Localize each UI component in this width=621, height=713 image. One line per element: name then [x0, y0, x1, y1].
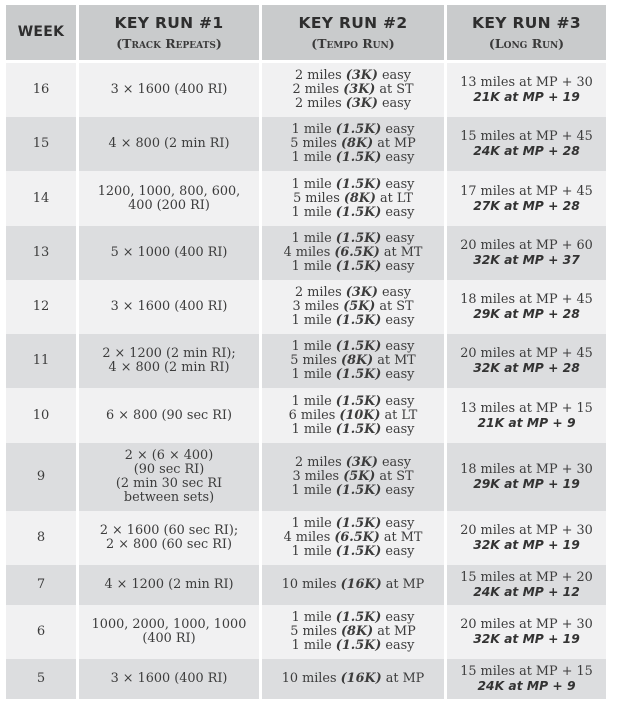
distance-miles: 1 mile: [291, 176, 336, 192]
week-cell: 6: [6, 605, 79, 659]
key-run-1-line: 3 × 1600 (400 RI): [110, 671, 228, 686]
distance-km: (6.5K): [334, 245, 380, 260]
pace-label: at MT: [379, 245, 423, 260]
key-run-2-line: [262, 246, 444, 260]
distance-km: (3K): [343, 82, 376, 97]
table-row: [6, 659, 606, 699]
distance-miles: 4 miles: [283, 245, 335, 260]
pace-label: at MP: [373, 624, 416, 639]
key-run-1-cell: [79, 443, 262, 511]
long-run-km: 24K at MP + 12: [473, 585, 580, 599]
distance-km: (1.5K): [335, 367, 382, 382]
key-run-1-cell: [79, 659, 262, 699]
distance-km: (5K): [343, 469, 376, 484]
distance-km: (1.5K): [335, 638, 382, 653]
long-run-km: 27K at MP + 28: [473, 198, 580, 213]
long-run-km: 21K at MP + 9: [477, 415, 576, 430]
long-run-miles: 13 miles at MP + 30: [460, 75, 593, 90]
key-run-2-line: [262, 611, 444, 625]
distance-miles: 3 miles: [292, 469, 344, 484]
key-run-2-cell: [262, 511, 447, 565]
week-cell: 12: [6, 280, 79, 334]
pace-label: easy: [381, 313, 415, 328]
key-run-2-cell: [262, 171, 447, 226]
header-week-title: WEEK: [17, 24, 65, 40]
header-key-run-1-title: KEY RUN #1: [114, 13, 224, 32]
key-run-2-line: [262, 123, 444, 137]
key-run-2-line: [262, 354, 444, 368]
long-run-miles: 15 miles at MP + 20: [460, 570, 593, 585]
key-run-2-line: [262, 531, 444, 545]
distance-km: (1.5K): [335, 393, 382, 409]
header-key-run-2-title: KEY RUN #2: [298, 13, 408, 32]
key-run-3-cell: [447, 171, 606, 226]
key-run-1-line: between sets): [123, 490, 215, 505]
header-key-run-3-title: KEY RUN #3: [472, 13, 581, 32]
key-run-3-cell: [447, 63, 606, 117]
key-run-2-line: [262, 578, 444, 592]
key-run-1-line: 6 × 800 (90 sec RI): [106, 407, 232, 423]
key-run-2-line: [262, 260, 444, 274]
key-run-1-line: 2 × 800 (60 sec RI): [106, 537, 232, 552]
long-run-km: 32K at MP + 28: [473, 361, 580, 375]
distance-miles: 1 mile: [291, 421, 336, 437]
distance-miles: 1 mile: [291, 339, 336, 354]
key-run-1-line: 4 × 800 (2 min RI): [108, 136, 230, 151]
pace-label: at LT: [380, 407, 418, 423]
key-run-2-line: [262, 232, 444, 246]
distance-km: (3K): [345, 96, 378, 111]
pace-label: easy: [381, 259, 415, 274]
week-cell: 16: [6, 63, 79, 117]
distance-km: (1.5K): [335, 339, 382, 354]
key-run-1-cell: [79, 63, 262, 117]
key-run-1-cell: [79, 565, 262, 605]
pace-label: at LT: [375, 190, 413, 206]
key-run-2-line: [262, 97, 444, 111]
distance-miles: 1 mile: [291, 150, 336, 165]
key-run-2-cell: [262, 117, 447, 171]
long-run-miles: 17 miles at MP + 45: [460, 183, 593, 199]
key-run-2-cell: [262, 334, 447, 388]
key-run-2-line: [262, 409, 444, 423]
key-run-1-cell: [79, 280, 262, 334]
pace-label: at MP: [381, 577, 425, 592]
long-run-miles: 20 miles at MP + 30: [460, 523, 593, 538]
pace-label: easy: [381, 367, 415, 382]
distance-miles: 1 mile: [291, 122, 336, 137]
key-run-2-line: [262, 178, 444, 192]
key-run-1-line: (90 sec RI): [133, 462, 205, 477]
key-run-2-line: [262, 151, 444, 165]
distance-miles: 2 miles: [295, 96, 346, 111]
long-run-km: 32K at MP + 19: [473, 538, 580, 552]
distance-km: (1.5K): [335, 544, 382, 559]
key-run-3-cell: [447, 334, 606, 388]
distance-miles: 1 mile: [291, 610, 336, 625]
key-run-2-line: [262, 672, 444, 686]
key-run-2-cell: [262, 443, 447, 511]
key-run-2-line: [262, 395, 444, 409]
distance-miles: 10 miles: [281, 577, 341, 592]
pace-label: at MP: [373, 136, 416, 151]
header-key-run-1: [79, 5, 262, 63]
distance-miles: 6 miles: [288, 407, 340, 423]
distance-miles: 3 miles: [292, 299, 344, 314]
distance-miles: 2 miles: [295, 68, 346, 83]
distance-km: (16K): [340, 577, 382, 592]
distance-km: (1.5K): [335, 610, 382, 625]
table-row: [6, 117, 606, 171]
header-row: [6, 5, 606, 63]
week-cell: 10: [6, 388, 79, 443]
key-run-2-cell: [262, 565, 447, 605]
key-run-3-cell: [447, 388, 606, 443]
distance-miles: 1 mile: [291, 259, 336, 274]
key-run-2-line: [262, 192, 444, 206]
key-run-2-line: [262, 484, 444, 498]
pace-label: easy: [381, 483, 415, 498]
table-body: [6, 63, 606, 699]
distance-km: (1.5K): [335, 259, 382, 274]
pace-label: easy: [381, 204, 415, 220]
distance-miles: 1 mile: [291, 393, 336, 409]
table-row: [6, 565, 606, 605]
long-run-km: 29K at MP + 19: [473, 477, 580, 491]
distance-miles: 1 mile: [291, 516, 336, 531]
key-run-1-line: 2 × 1600 (60 sec RI);: [99, 523, 239, 538]
week-cell: 7: [6, 565, 79, 605]
distance-km: (1.5K): [335, 421, 382, 437]
key-run-2-line: [262, 545, 444, 559]
key-run-1-line: 2 × 1200 (2 min RI);: [102, 346, 236, 361]
key-run-2-line: [262, 639, 444, 653]
distance-miles: 1 mile: [291, 544, 336, 559]
key-run-2-line: [262, 314, 444, 328]
key-run-2-line: [262, 286, 444, 300]
key-run-2-line: [262, 206, 444, 220]
key-run-2-line: [262, 340, 444, 354]
distance-miles: 5 miles: [290, 353, 342, 368]
distance-miles: 1 mile: [291, 204, 336, 220]
pace-label: at ST: [375, 82, 414, 97]
week-cell: 13: [6, 226, 79, 280]
week-cell: 11: [6, 334, 79, 388]
key-run-1-line: 5 × 1000 (400 RI): [110, 245, 228, 260]
distance-km: (1.5K): [335, 122, 382, 137]
key-run-1-line: (400 RI): [142, 631, 196, 646]
distance-km: (8K): [341, 353, 374, 368]
header-key-run-2-subtitle: (Tempo Run): [311, 35, 395, 51]
distance-miles: 5 miles: [290, 624, 341, 639]
long-run-miles: 13 miles at MP + 15: [460, 400, 593, 416]
key-run-3-cell: [447, 117, 606, 171]
key-run-2-line: [262, 423, 444, 437]
distance-miles: 5 miles: [293, 190, 344, 206]
distance-miles: 2 miles: [295, 455, 346, 470]
distance-miles: 4 miles: [283, 530, 335, 545]
distance-km: (1.5K): [335, 313, 382, 328]
key-run-1-line: 3 × 1600 (400 RI): [110, 82, 228, 97]
training-schedule: [6, 5, 606, 699]
key-run-2-line: [262, 83, 444, 97]
pace-label: easy: [381, 393, 415, 409]
key-run-1-line: 4 × 800 (2 min RI): [108, 360, 230, 375]
key-run-3-cell: [447, 511, 606, 565]
key-run-1-cell: [79, 171, 262, 226]
distance-km: (1.5K): [335, 150, 382, 165]
long-run-miles: 18 miles at MP + 30: [460, 462, 593, 477]
key-run-3-cell: [447, 605, 606, 659]
pace-label: easy: [377, 285, 411, 300]
distance-km: (1.5K): [335, 176, 382, 192]
distance-km: (6.5K): [334, 530, 380, 545]
distance-miles: 1 mile: [291, 483, 336, 498]
header-key-run-2: [262, 5, 447, 63]
key-run-1-cell: [79, 511, 262, 565]
key-run-1-line: 400 (200 RI): [128, 197, 210, 213]
distance-km: (16K): [340, 671, 382, 686]
pace-label: easy: [381, 176, 415, 192]
pace-label: easy: [381, 122, 415, 137]
distance-km: (3K): [345, 68, 378, 83]
table-row: [6, 334, 606, 388]
distance-km: (3K): [345, 455, 378, 470]
key-run-3-cell: [447, 226, 606, 280]
table-row: [6, 443, 606, 511]
key-run-2-line: [262, 470, 444, 484]
long-run-km: 24K at MP + 28: [473, 144, 580, 158]
long-run-miles: 18 miles at MP + 45: [460, 292, 593, 307]
pace-label: at MT: [379, 530, 423, 545]
pace-label: easy: [381, 421, 415, 437]
key-run-2-cell: [262, 280, 447, 334]
pace-label: easy: [381, 231, 415, 246]
key-run-1-line: 4 × 1200 (2 min RI): [104, 577, 234, 592]
pace-label: at ST: [375, 469, 414, 484]
distance-miles: 1 mile: [291, 313, 336, 328]
distance-km: (1.5K): [335, 231, 382, 246]
long-run-miles: 20 miles at MP + 30: [460, 617, 593, 632]
key-run-1-cell: [79, 226, 262, 280]
key-run-1-line: 2 × (6 × 400): [124, 448, 214, 463]
pace-label: easy: [381, 339, 415, 354]
long-run-miles: 20 miles at MP + 60: [460, 238, 593, 253]
week-cell: 8: [6, 511, 79, 565]
key-run-1-line: 3 × 1600 (400 RI): [110, 299, 228, 314]
key-run-2-line: [262, 69, 444, 83]
distance-km: (1.5K): [335, 516, 382, 531]
distance-miles: 2 miles: [295, 285, 346, 300]
distance-km: (10K): [339, 407, 381, 423]
distance-km: (5K): [343, 299, 376, 314]
table-row: [6, 280, 606, 334]
key-run-2-line: [262, 456, 444, 470]
header-key-run-3: [447, 5, 606, 63]
pace-label: easy: [381, 544, 415, 559]
distance-km: (1.5K): [335, 483, 382, 498]
key-run-1-line: (2 min 30 sec RI: [115, 476, 223, 491]
pace-label: easy: [381, 610, 415, 625]
key-run-1-line: 1200, 1000, 800, 600,: [97, 183, 241, 199]
key-run-2-cell: [262, 63, 447, 117]
key-run-1-cell: [79, 117, 262, 171]
pace-label: easy: [377, 68, 411, 83]
long-run-miles: 15 miles at MP + 15: [460, 664, 593, 679]
table-row: [6, 605, 606, 659]
key-run-2-line: [262, 517, 444, 531]
pace-label: at ST: [375, 299, 414, 314]
key-run-2-cell: [262, 226, 447, 280]
key-run-1-cell: [79, 334, 262, 388]
pace-label: easy: [381, 150, 415, 165]
header-key-run-3-subtitle: (Long Run): [488, 35, 565, 51]
key-run-3-cell: [447, 659, 606, 699]
pace-label: easy: [381, 516, 415, 531]
key-run-3-cell: [447, 565, 606, 605]
distance-miles: 10 miles: [281, 671, 341, 686]
long-run-km: 24K at MP + 9: [477, 679, 576, 693]
long-run-km: 29K at MP + 28: [473, 307, 580, 321]
key-run-3-cell: [447, 443, 606, 511]
key-run-3-cell: [447, 280, 606, 334]
key-run-2-line: [262, 625, 444, 639]
table-row: [6, 388, 606, 443]
training-table: [6, 5, 606, 699]
distance-km: (8K): [343, 190, 376, 206]
key-run-2-cell: [262, 388, 447, 443]
distance-km: (3K): [345, 285, 378, 300]
distance-miles: 5 miles: [290, 136, 341, 151]
pace-label: at MT: [373, 353, 416, 368]
long-run-km: 32K at MP + 37: [473, 253, 580, 267]
pace-label: easy: [381, 638, 415, 653]
week-cell: 5: [6, 659, 79, 699]
table-row: [6, 226, 606, 280]
key-run-1-line: 1000, 2000, 1000, 1000: [91, 617, 247, 632]
table-row: [6, 171, 606, 226]
pace-label: easy: [377, 96, 411, 111]
long-run-km: 21K at MP + 19: [473, 90, 580, 104]
distance-km: (8K): [340, 624, 374, 639]
table-row: [6, 511, 606, 565]
pace-label: easy: [377, 455, 411, 470]
distance-miles: 1 mile: [291, 638, 336, 653]
long-run-miles: 20 miles at MP + 45: [460, 346, 593, 361]
distance-km: (8K): [340, 136, 374, 151]
distance-miles: 1 mile: [291, 231, 336, 246]
table-row: [6, 63, 606, 117]
week-cell: 9: [6, 443, 79, 511]
key-run-2-cell: [262, 659, 447, 699]
distance-miles: 2 miles: [292, 82, 344, 97]
key-run-2-line: [262, 300, 444, 314]
key-run-2-line: [262, 368, 444, 382]
distance-km: (1.5K): [335, 204, 382, 220]
week-cell: 14: [6, 171, 79, 226]
pace-label: at MP: [381, 671, 425, 686]
header-week: [6, 5, 79, 63]
week-cell: 15: [6, 117, 79, 171]
distance-miles: 1 mile: [291, 367, 336, 382]
long-run-miles: 15 miles at MP + 45: [460, 129, 593, 144]
long-run-km: 32K at MP + 19: [473, 632, 580, 646]
key-run-2-line: [262, 137, 444, 151]
key-run-2-cell: [262, 605, 447, 659]
key-run-1-cell: [79, 605, 262, 659]
header-key-run-1-subtitle: (Track Repeats): [116, 35, 222, 51]
key-run-1-cell: [79, 388, 262, 443]
